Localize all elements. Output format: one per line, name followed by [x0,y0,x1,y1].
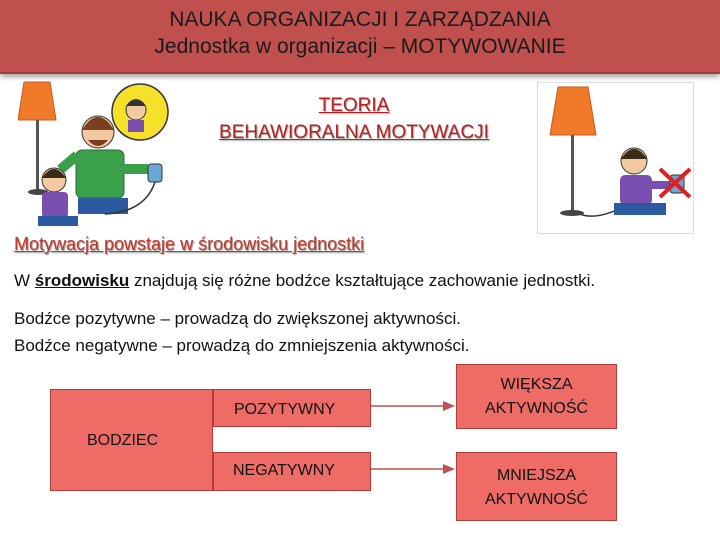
header-title-line1: NAUKA ORGANIZACJI I ZARZĄDZANIA [169,8,551,31]
more-activity-line1: WIĘKSZA [500,376,573,393]
theory-title-line2: BEHAWIORALNA MOTYWACJI [219,122,489,143]
negative-label: NEGATYWNY [233,462,335,479]
positive-box [213,389,371,427]
slide-header [0,0,720,74]
lamp-shade-icon [550,87,596,135]
p1-rest: znajdują się różne bodźce kształtujące zachowanie jednostki. [129,271,596,290]
stimulus-box [50,389,213,491]
stimulus-label: BODZIEC [87,432,159,449]
negative-box [213,452,371,491]
arrow-to-more-activity [371,399,456,413]
less-activity-line2: AKTYWNOŚĆ [484,491,589,508]
header-title-line2: Jednostka w organizacji – MOTYWOWANIE [154,35,566,58]
less-activity-label [457,464,616,512]
section-subheading: Motywacja powstaje w środowisku jednostki [14,234,365,254]
lamp-shade-icon [18,82,56,120]
arrow-to-less-activity [371,462,456,476]
illustration-child-forbidden-plug [537,82,694,234]
theory-title-line1: TEORIA [318,95,390,116]
positive-label: POZYTYWNY [234,401,336,418]
theory-title [176,92,532,146]
less-activity-line1: MNIEJSZA [496,467,577,484]
paragraph-negative-stimuli: Bodźce negatywne – prowadzą do zmniejszenia aktywności. [14,336,470,355]
paragraph-positive-stimuli: Bodźce pozytywne – prowadzą do zwiększonej aktywności. [14,309,461,328]
paragraph-environment [14,271,595,291]
illustration-child-plugging-lamp [18,80,170,230]
more-activity-label [457,373,616,421]
more-activity-box [456,364,617,429]
p1-prefix: W [14,271,35,290]
less-activity-box [456,452,617,521]
more-activity-line2: AKTYWNOŚĆ [484,400,589,417]
p1-bold-term: środowisku [34,271,130,290]
